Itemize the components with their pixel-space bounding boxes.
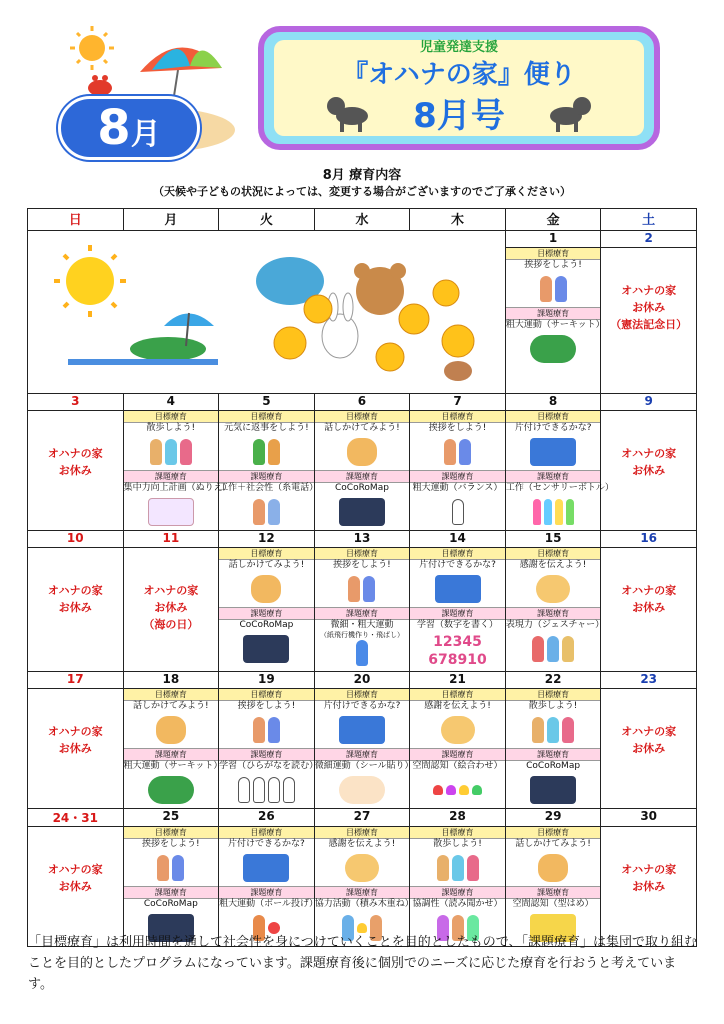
day-5: 5 — [219, 394, 315, 411]
goal-activity: 片付けできるかな? — [419, 560, 496, 570]
weekday-header-row — [28, 209, 697, 231]
holiday-text: オハナの家 お休み — [47, 863, 103, 893]
day-1-cell — [505, 248, 605, 394]
dog-talk-illustration — [506, 850, 601, 886]
day-3-cell — [28, 411, 124, 531]
task-label: 課題療育 — [219, 470, 314, 483]
goal-activity: 挨拶をしよう! — [333, 560, 391, 570]
toy-box-illustration — [219, 850, 314, 886]
reply-illustration — [219, 434, 314, 470]
dog-icon — [322, 90, 374, 134]
day-15: 15 — [505, 531, 601, 548]
task-label: 課題療育 — [124, 748, 219, 761]
day-27-cell — [314, 827, 414, 947]
day-29: 29 — [505, 809, 601, 827]
task-activity: 空間認知（絵合わせ） — [412, 761, 503, 771]
goal-label: 目標療育 — [315, 548, 410, 560]
goal-label: 目標療育 — [219, 689, 314, 701]
cocoromap-illustration — [315, 494, 410, 530]
task-label: 課題療育 — [124, 886, 219, 899]
goal-activity: 片付けできるかな? — [514, 423, 592, 433]
task-activity: 学習（数字を書く） — [417, 620, 499, 630]
holiday-text: オハナの家 お休み — [143, 584, 199, 614]
day-17: 17 — [28, 672, 124, 689]
dog-talk-illustration — [219, 571, 314, 607]
day-25: 25 — [123, 809, 219, 827]
day-13: 13 — [314, 531, 410, 548]
holiday-text: オハナの家 お休み — [621, 284, 677, 315]
day-22-cell — [505, 689, 601, 809]
holiday-note: （憲法記念日） — [610, 318, 688, 332]
goal-activity: 挨拶をしよう! — [237, 701, 296, 711]
day-4-cell — [123, 411, 232, 531]
task-label: 課題療育 — [506, 307, 601, 320]
holiday-text: オハナの家 お休み — [47, 447, 103, 477]
day-6-cell — [314, 411, 410, 531]
day-18: 18 — [123, 672, 219, 689]
day-6: 6 — [314, 394, 410, 411]
task-subtitle: （紙飛行機作り・飛ばし） — [319, 631, 404, 639]
task-activity: CoCoRoMap — [526, 761, 581, 771]
goal-activity: 話しかけてみよう! — [515, 839, 591, 849]
cocoromap-illustration — [506, 772, 601, 808]
holiday-text: オハナの家 お休み — [621, 584, 677, 614]
task-label: 課題療育 — [506, 607, 601, 620]
day-23: 23 — [601, 672, 697, 689]
task-activity: 粗大運動（サーキット） — [505, 320, 605, 331]
title-banner — [258, 26, 660, 150]
task-label: 課題療育 — [410, 748, 505, 761]
task-activity: 集中力向上計画（ぬりえ） — [123, 483, 232, 493]
goal-activity: 片付けできるかな? — [228, 839, 305, 849]
goal-label: 目標療育 — [315, 689, 410, 701]
day-27: 27 — [314, 809, 410, 827]
banner-subtitle: 児童発達支援 — [419, 40, 498, 55]
day-19-cell — [219, 689, 319, 809]
dog-icon — [544, 90, 596, 134]
goal-label: 目標療育 — [124, 689, 219, 701]
day-18-cell — [123, 689, 223, 809]
string-phone-illustration — [219, 494, 314, 530]
day-23-cell — [601, 689, 697, 809]
holiday-text: オハナの家 お休み — [47, 584, 103, 614]
toy-box-illustration — [506, 434, 601, 470]
goal-label: 目標療育 — [506, 689, 601, 701]
day-24-31-cell — [28, 827, 124, 947]
day-12-cell — [219, 548, 315, 672]
day-19: 19 — [219, 672, 315, 689]
day-21: 21 — [410, 672, 506, 689]
day-25-cell — [123, 827, 219, 947]
task-activity: 粗大運動（バランス） — [412, 483, 503, 493]
day-7: 7 — [410, 394, 506, 411]
banner-title: 『オハナの家』便り — [342, 60, 576, 90]
day-5-cell — [219, 411, 319, 531]
day-13-cell — [314, 548, 410, 672]
footer-note: 「目標療育」は利用時間を通して社会性を身につけていくことを目的としたもので、「課題療育」は集団で取り組むことを目的としたプログラムになっています。課題療育後に個別でのニーズに応じた療育を行おうと考えています。 — [28, 935, 697, 992]
goal-label: 目標療育 — [219, 827, 314, 839]
day-22: 22 — [505, 672, 601, 689]
day-8-cell — [505, 411, 614, 531]
greeting-illustration — [124, 850, 219, 886]
task-label: 課題療育 — [124, 470, 219, 483]
goal-label: 目標療育 — [124, 411, 219, 423]
task-activity: 協調性（読み聞かせ） — [412, 899, 503, 909]
goal-activity: 話しかけてみよう! — [228, 560, 305, 570]
goal-label: 目標療育 — [219, 548, 314, 560]
weekday-thu: 木 — [410, 209, 506, 231]
greeting-illustration — [410, 434, 505, 470]
day-14: 14 — [410, 531, 506, 548]
goal-activity: 散歩しよう! — [528, 701, 578, 711]
toy-box-illustration — [315, 712, 410, 748]
greeting-illustration — [315, 571, 410, 607]
task-label: 課題療育 — [315, 886, 410, 899]
goal-activity: 挨拶をしよう! — [428, 423, 487, 433]
walk-illustration — [410, 850, 505, 886]
task-label: 課題療育 — [219, 886, 314, 899]
goal-activity: 感謝を伝えよう! — [519, 560, 587, 570]
toy-box-illustration — [410, 571, 505, 607]
calendar-table — [27, 208, 697, 947]
day-3: 3 — [28, 394, 124, 411]
weekday-sun: 日 — [28, 209, 124, 231]
day-20-cell — [314, 689, 414, 809]
day-20: 20 — [314, 672, 410, 689]
task-activity: CoCoRoMap — [143, 899, 198, 909]
goal-label: 目標療育 — [410, 827, 505, 839]
task-label: 課題療育 — [506, 470, 601, 483]
gesture-illustration — [506, 631, 601, 667]
day-9-cell — [601, 411, 697, 531]
circuit-illustration — [506, 331, 601, 367]
task-activity: 学習（ひらがなを読む） — [219, 761, 319, 771]
holiday-text: オハナの家 お休み — [621, 725, 677, 755]
balance-illustration — [410, 494, 505, 530]
goal-label: 目標療育 — [506, 411, 601, 423]
goal-activity: 挨拶をしよう! — [524, 260, 582, 271]
task-activity: 工作＋社会性（糸電話） — [219, 483, 319, 493]
goal-activity: 話しかけてみよう! — [133, 701, 209, 711]
summer-animals-illustration — [28, 231, 506, 389]
goal-label: 目標療育 — [410, 411, 505, 423]
goal-activity: 感謝を伝えよう! — [424, 701, 491, 711]
task-activity: CoCoRoMap — [335, 483, 389, 493]
task-activity: 空間認知（型はめ） — [512, 899, 594, 909]
thanks-dog-illustration — [315, 850, 410, 886]
day-16-cell — [601, 548, 697, 672]
goal-label: 目標療育 — [315, 411, 410, 423]
day-30-cell — [601, 827, 697, 947]
circuit-illustration — [124, 772, 219, 808]
month-badge: 8月 — [58, 96, 200, 160]
holiday-text: オハナの家 お休み — [621, 447, 677, 477]
goal-label: 目標療育 — [506, 248, 601, 260]
numbers-illustration: 12345 678910 — [428, 634, 487, 668]
day-1: 1 — [505, 231, 601, 248]
goal-label: 目標療育 — [506, 548, 601, 560]
day-21-cell — [410, 689, 506, 809]
weekday-wed: 水 — [314, 209, 410, 231]
day-11-cell — [123, 548, 219, 672]
goal-activity: 散歩しよう! — [433, 839, 482, 849]
day-9: 9 — [601, 394, 697, 411]
task-label: 課題療育 — [219, 607, 314, 620]
day-7-cell — [410, 411, 506, 531]
day-11: 11 — [123, 531, 219, 548]
weekday-mon: 月 — [123, 209, 219, 231]
hiragana-illustration — [219, 772, 314, 808]
dog-talk-illustration — [124, 712, 219, 748]
task-label: 課題療育 — [315, 748, 410, 761]
paper-plane-illustration — [315, 640, 410, 666]
sensory-bottle-illustration — [506, 494, 601, 530]
day-17-cell — [28, 689, 124, 809]
goal-label: 目標療育 — [124, 827, 219, 839]
weekday-sat: 土 — [601, 209, 697, 231]
task-label: 課題療育 — [410, 607, 505, 620]
task-label: 課題療育 — [410, 886, 505, 899]
banner-issue: 8月号 — [413, 96, 505, 136]
goal-label: 目標療育 — [219, 411, 314, 423]
day-2: 2 — [601, 231, 697, 248]
day-2-cell — [601, 248, 697, 394]
task-label: 課題療育 — [506, 886, 601, 899]
task-activity: 工作（センサリーボトル） — [505, 483, 614, 493]
task-activity: 粗大運動（サーキット） — [123, 761, 223, 771]
goal-label: 目標療育 — [315, 827, 410, 839]
day-12: 12 — [219, 531, 315, 548]
day-28: 28 — [410, 809, 506, 827]
day-28-cell — [410, 827, 506, 947]
day-10-cell — [28, 548, 124, 672]
goal-label: 目標療育 — [410, 548, 505, 560]
walk-illustration — [124, 434, 219, 470]
greeting-illustration — [219, 712, 314, 748]
goal-activity: 感謝を伝えよう! — [328, 839, 396, 849]
cocoromap-illustration — [219, 631, 314, 667]
calendar-note: （天候や子どもの状況によっては、変更する場合がございますのでご了承ください） — [153, 185, 571, 198]
task-activity: 微細・粗大運動 — [330, 620, 394, 630]
holiday-text: オハナの家 お休み — [47, 725, 103, 755]
day-15-cell — [505, 548, 605, 672]
task-activity: 表現力（ジェスチャー） — [505, 620, 605, 630]
goal-activity: 元気に返事をしよう! — [224, 423, 309, 433]
task-label: 課題療育 — [315, 607, 410, 620]
day-26: 26 — [219, 809, 315, 827]
goal-activity: 片付けできるかな? — [323, 701, 401, 711]
goal-activity: 話しかけてみよう! — [324, 423, 400, 433]
day-4: 4 — [123, 394, 219, 411]
matching-illustration — [410, 772, 505, 808]
day-8: 8 — [505, 394, 601, 411]
day-10: 10 — [28, 531, 124, 548]
task-activity: 粗大運動（ボール投げ） — [219, 899, 318, 909]
task-label: 課題療育 — [219, 748, 314, 761]
task-activity: 協力活動（積み木重ね） — [314, 899, 414, 909]
holiday-text: オハナの家 お休み — [621, 863, 677, 893]
goal-activity: 散歩しよう! — [146, 423, 196, 433]
calendar-title: 8月 療育内容 — [322, 168, 402, 183]
day-30: 30 — [601, 809, 697, 827]
day-16: 16 — [601, 531, 697, 548]
walk-illustration — [506, 712, 601, 748]
goal-label: 目標療育 — [506, 827, 601, 839]
day-26-cell — [219, 827, 318, 947]
task-activity: 微細運動（シール貼り） — [314, 761, 414, 771]
weekday-tue: 火 — [219, 209, 315, 231]
greeting-illustration — [506, 271, 601, 307]
goal-label: 目標療育 — [410, 689, 505, 701]
day-24-31: 24・31 — [28, 809, 124, 827]
holiday-note: （海の日） — [143, 618, 199, 631]
task-label: 課題療育 — [506, 748, 601, 761]
dog-talk-illustration — [315, 434, 410, 470]
goal-activity: 挨拶をしよう! — [142, 839, 200, 849]
task-label: 課題療育 — [410, 470, 505, 483]
thanks-dog-illustration — [506, 571, 601, 607]
week1-illustration-cell — [28, 231, 506, 394]
task-activity: CoCoRoMap — [239, 620, 294, 630]
task-label: 課題療育 — [315, 470, 410, 483]
day-14-cell — [410, 548, 506, 672]
thanks-dog-illustration — [410, 712, 505, 748]
sticker-illustration — [315, 772, 410, 808]
weekday-fri: 金 — [505, 209, 601, 231]
coloring-illustration — [124, 494, 219, 530]
day-29-cell — [505, 827, 601, 947]
